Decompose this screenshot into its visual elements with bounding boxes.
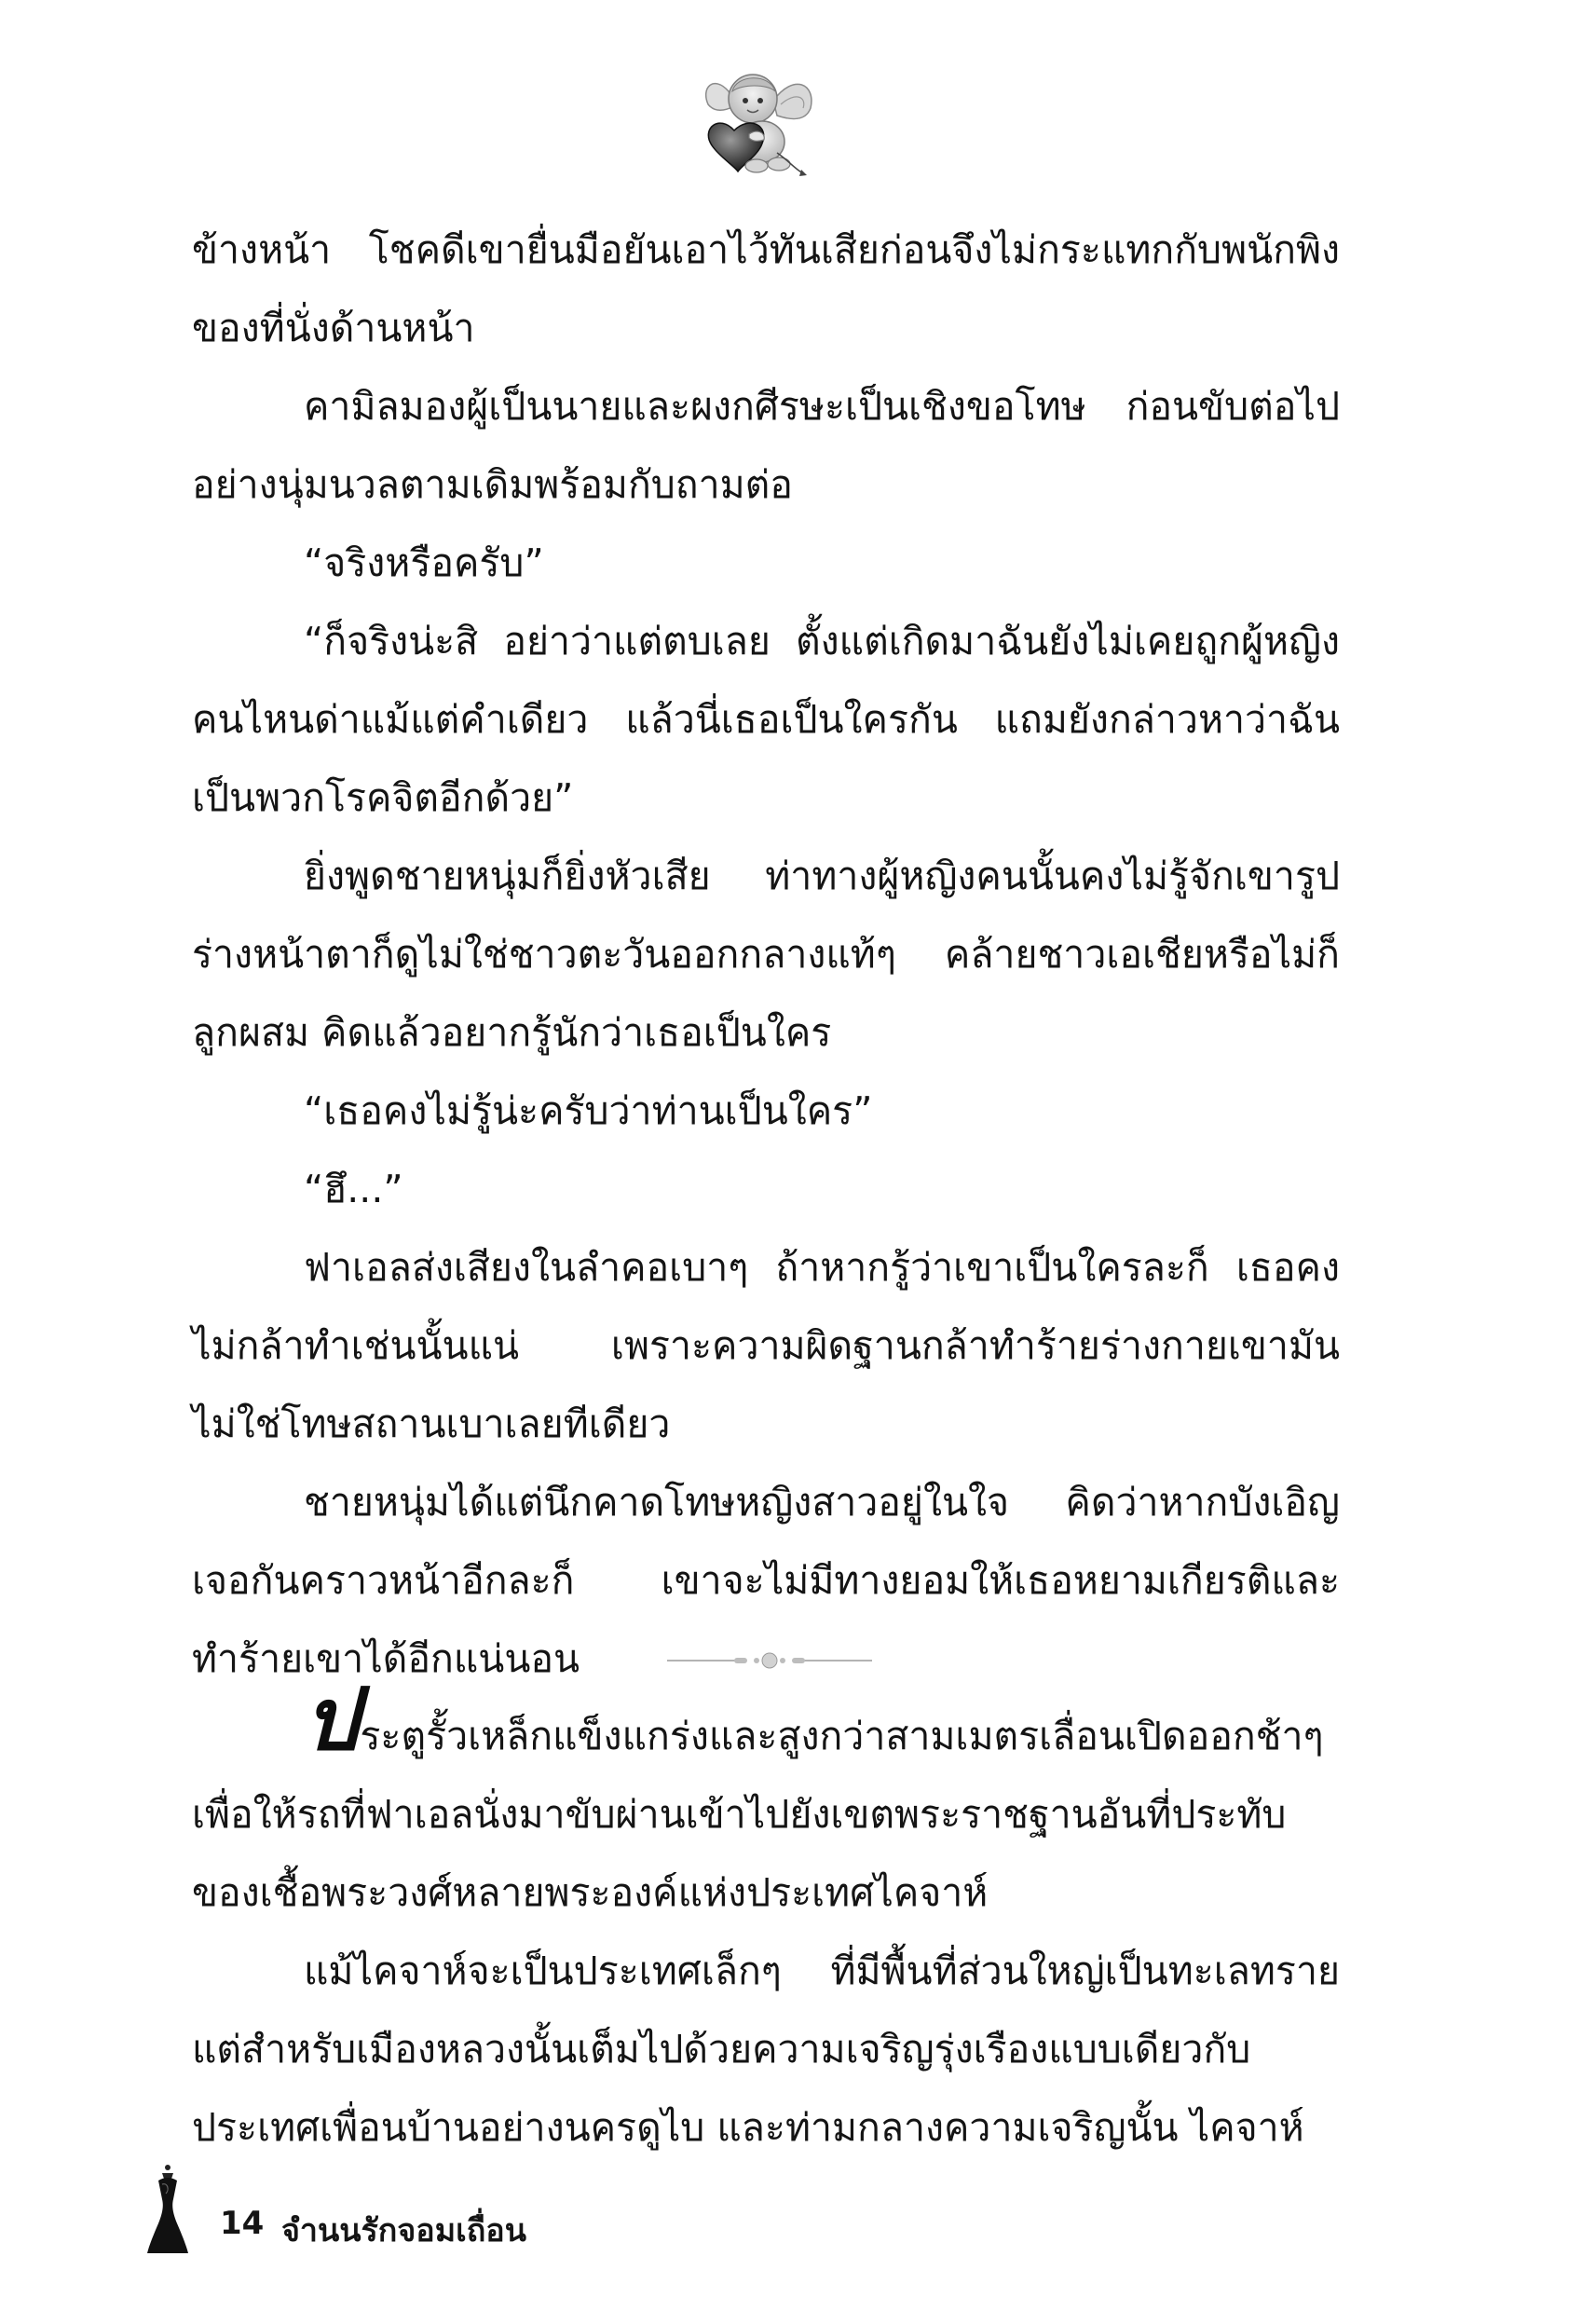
- section-divider-ornament: [667, 1649, 872, 1672]
- paragraph: ฟาเอลส่งเสียงในลำคอเบาๆ ถ้าหากรู้ว่าเขาเป็นใครละก็ เธอคงไม่กล้าทำเช่นนั้นแน่ เพราะความผิดฐานกล้าทำร้ายร่างกายเขามันไม่ใช่โทษสถานเบาเลยทีเดียว: [192, 1245, 1340, 1446]
- paragraph: ชายหนุ่มได้แต่นึกคาดโทษหญิงสาวอยู่ในใจ คิดว่าหากบังเอิญเจอกันคราวหน้าอีกละก็ เขาจะไม่มีทางยอมให้เธอหยามเกียรติและทำร้ายเขาได้อีกแน่นอน: [192, 1480, 1340, 1681]
- cupid-heart-ornament-icon: [691, 63, 822, 185]
- paragraph: ข้างหน้า โชคดีเขายื่นมือยันเอาไว้ทันเสียก่อนจึงไม่กระแทกกับพนักพิงของที่นั่งด้านหน้า: [192, 227, 1340, 350]
- paragraph: “ฮึ...”: [304, 1167, 403, 1211]
- paragraph: ยิ่งพูดชายหนุ่มก็ยิ่งหัวเสีย ท่าทางผู้หญิงคนนั้นคงไม่รู้จักเขารูปร่างหน้าตาก็ดูไม่ใช่ชาวตะวันออกกลางแท้ๆ คล้ายชาวเอเชียหรือไม่ก็ลูกผสม คิดแล้วอยากรู้นักว่าเธอเป็นใคร: [192, 854, 1340, 1055]
- dress-silhouette-icon: [140, 2162, 196, 2255]
- paragraph: “ก็จริงน่ะสิ อย่าว่าแต่ตบเลย ตั้งแต่เกิดมาฉันยังไม่เคยถูกผู้หญิงคนไหนด่าแม้แต่คำเดียว แล้วนี่เธอเป็นใครกัน แถมยังกล่าวหาว่าฉันเป็นพวกโรคจิตอีกด้วย”: [192, 619, 1340, 820]
- drop-cap-letter: ป: [304, 1670, 361, 1770]
- paragraph-text: ระตูรั้วเหล็กแข็งแกร่งและสูงกว่าสามเมตรเลื่อนเปิดออกช้าๆ เพื่อให้รถที่ฟาเอลนั่งมาขับผ่านเข้าไปยังเขตพระราชฐานอันที่ประทับของเชื้อพระวงศ์หลายพระองค์แห่งประเทศไคจาห์: [192, 1714, 1324, 1915]
- paragraph: แม้ไคจาห์จะเป็นประเทศเล็กๆ ที่มีพื้นที่ส่วนใหญ่เป็นทะเลทรายแต่สำหรับเมืองหลวงนั้นเต็มไปด้วยความเจริญรุ่งเรืองแบบเดียวกับประเทศเพื่อนบ้านอย่างนครดูไบ และท่ามกลางความเจริญนั้น ไคจาห์: [192, 1949, 1340, 2150]
- text-section-top: [192, 211, 1340, 1698]
- paragraph: “เธอคงไม่รู้น่ะครับว่าท่านเป็นใคร”: [304, 1088, 873, 1133]
- paragraph: คามิลมองผู้เป็นนายและผงกศีรษะเป็นเชิงขอโทษ ก่อนขับต่อไปอย่างนุ่มนวลตามเดิมพร้อมกับถามต่อ: [192, 384, 1340, 507]
- paragraph-with-dropcap: [192, 1670, 1340, 1932]
- paragraph: “จริงหรือครับ”: [304, 540, 544, 585]
- text-section-bottom: [192, 1670, 1340, 2167]
- book-title: จำนนรักจอมเถื่อน: [281, 2212, 526, 2249]
- page-number: 14: [220, 2205, 265, 2242]
- page-footer: [140, 2162, 699, 2255]
